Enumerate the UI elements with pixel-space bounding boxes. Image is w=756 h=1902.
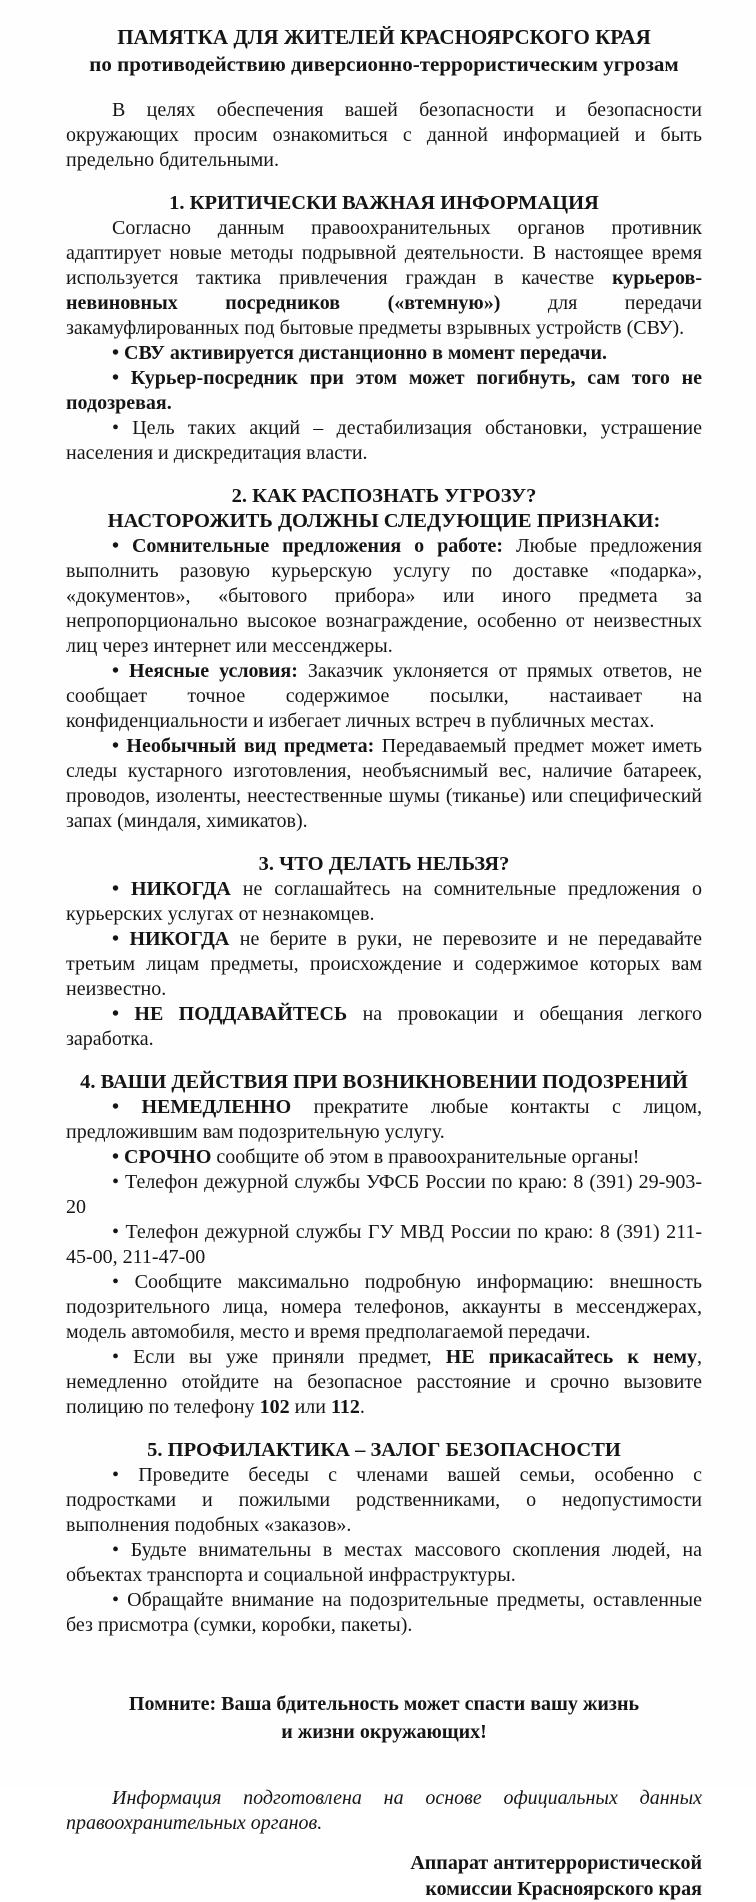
text-run: . [359,1396,365,1418]
section-4-bullet-1 [66,1095,702,1145]
text-run: • НИКОГДА [112,878,231,900]
section-5-bullet-3 [66,1588,702,1638]
section-4-bullet-5 [66,1270,702,1345]
section-2-bullet-3 [66,734,702,834]
text-run: сообщите об этом в правоохранительные органы! [211,1146,640,1168]
text-run: Любые предложения выполнить разовую курьерскую услугу по доставке «подарка», «документов», «бытового прибора» или иного предмета за непропорционально высокое вознаграждение, особенно от неизвестных лиц через интернет или мессенджеры. [66,535,702,657]
section-2-heading: 2. КАК РАСПОЗНАТЬ УГРОЗУ? [231,485,537,507]
text-run: , немедленно отойдите на безопасное расстояние и срочно вызовите полицию по телефону [66,1346,702,1418]
signature-line-1: Аппарат антитеррористической [410,1852,702,1874]
source-note: Информация подготовлена на основе официальных данных правоохранительных органов. [66,1787,702,1834]
text-run: курьеров-невиновных посредников («втемную») [66,267,702,314]
text-run: Согласно данным правоохранительных органов противник адаптирует новые методы подрывной деятельности. В настоящее время используется тактика привлечения граждан в качестве [66,217,702,289]
section-3-bullet-2 [66,927,702,1002]
text-run: • Сомнительные предложения о работе: [112,535,504,557]
text-run: • Проведите беседы с членами вашей семьи, особенно с подростками и пожилыми родственниками, о недопустимости выполнения подобных «заказов». [66,1464,702,1536]
section-1-bullet-3 [66,416,702,466]
text-run: • Будьте внимательны в местах массового скопления людей, на объектах транспорта и социальной инфраструктуры. [66,1539,702,1586]
text-run: или [289,1396,331,1418]
text-run: Передаваемый предмет может иметь следы кустарного изготовления, необъяснимый вес, наличие батареек, проводов, изоленты, неестественные шумы (тиканье) или специфический запах (миндаля, химикатов). [66,735,702,832]
text-run: Заказчик уклоняется от прямых ответов, не сообщает точное содержимое посылки, настаивает на конфиденциальности и избегает личных встреч в публичных местах. [66,660,703,732]
text-run: • НЕМЕДЛЕННО [112,1096,292,1118]
section-4-bullet-4 [66,1220,702,1270]
title-line-1: ПАМЯТКА ДЛЯ ЖИТЕЛЕЙ КРАСНОЯРСКОГО КРАЯ [117,25,651,49]
text-run: • Неясные условия: [112,660,298,682]
text-run: 112 [330,1396,360,1418]
intro-paragraph [66,98,702,173]
signature [66,1850,702,1902]
text-run: • Если вы уже приняли предмет, [112,1346,446,1368]
section-3-bullet-1 [66,877,702,927]
text-run: • Обращайте внимание на подозрительные предметы, оставленные без присмотра (сумки, коробки, пакеты). [66,1589,702,1636]
text-run: • СРОЧНО [112,1146,212,1168]
reminder-text [66,1690,702,1746]
text-run: НЕ прикасайтесь к нему [445,1346,697,1368]
text-run: • Телефон дежурной службы ГУ МВД России по краю: 8 (391) 211-45-00, 211-47-00 [66,1221,702,1268]
text-run: • Телефон дежурной службы УФСБ России по краю: 8 (391) 29-903-20 [66,1171,702,1218]
text-run: на провокации и обещания легкого заработка. [66,1003,702,1050]
text-run: • НИКОГДА [112,928,230,950]
section-2-bullet-2 [66,659,702,734]
section-1-bullet-2 [66,366,702,416]
title-line-2: по противодействию диверсионно-террористическим угрозам [89,52,679,76]
text-run: не соглашайтесь на сомнительные предложения о курьерских услугах от незнакомцев. [66,878,702,925]
text-run: В целях обеспечения вашей безопасности и безопасности окружающих просим ознакомиться с данной информацией и быть предельно бдительными. [66,99,702,171]
section-4-heading: 4. ВАШИ ДЕЙСТВИЯ ПРИ ВОЗНИКНОВЕНИИ ПОДОЗРЕНИЙ [80,1071,688,1093]
section-4-bullet-3 [66,1170,702,1220]
text-run: • Необычный вид предмета: [112,735,375,757]
text-run: прекратите любые контакты с лицом, предложившим вам подозрительную услугу. [66,1096,702,1143]
section-1-heading: 1. КРИТИЧЕСКИ ВАЖНАЯ ИНФОРМАЦИЯ [169,192,599,214]
section-5-bullet-2 [66,1538,702,1588]
section-4-bullet-2 [66,1145,702,1170]
text-run: для передачи закамуфлированных под бытовые предметы взрывных устройств (СВУ). [66,292,702,339]
section-4-bullet-6 [66,1345,702,1420]
section-1-bullet-1 [66,341,702,366]
section-2-subheading: НАСТОРОЖИТЬ ДОЛЖНЫ СЛЕДУЮЩИЕ ПРИЗНАКИ: [107,510,661,532]
text-run: • Цель таких акций – дестабилизация обстановки, устрашение населения и дискредитация власти. [66,417,702,464]
section-3-bullet-3 [66,1002,702,1052]
section-3-heading: 3. ЧТО ДЕЛАТЬ НЕЛЬЗЯ? [258,853,510,875]
text-run: • Курьер-посредник при этом может погибнуть, сам того не подозревая. [66,367,702,414]
section-1-paragraph [66,216,702,341]
text-run: • Сообщите максимально подробную информацию: внешность подозрительного лица, номера телефонов, аккаунты в мессенджерах, модель автомобиля, место и время предполагаемой передачи. [66,1271,702,1343]
text-run: не берите в руки, не перевозите и не передавайте третьим лицам предметы, происхождение и содержимое которых вам неизвестно. [66,928,702,1000]
section-2-bullet-1 [66,534,702,659]
reminder-line-2: и жизни окружающих! [281,1721,487,1743]
text-run: • СВУ активируется дистанционно в момент передачи. [112,342,608,364]
document-title [66,24,702,78]
text-run: 102 [259,1396,290,1418]
section-5-bullet-1 [66,1463,702,1538]
signature-line-2: комиссии Красноярского края [425,1878,702,1900]
section-5-heading: 5. ПРОФИЛАКТИКА – ЗАЛОГ БЕЗОПАСНОСТИ [147,1439,621,1461]
text-run: • НЕ ПОДДАВАЙТЕСЬ [112,1003,348,1025]
reminder-line-1: Помните: Ваша бдительность может спасти вашу жизнь [128,1693,640,1715]
